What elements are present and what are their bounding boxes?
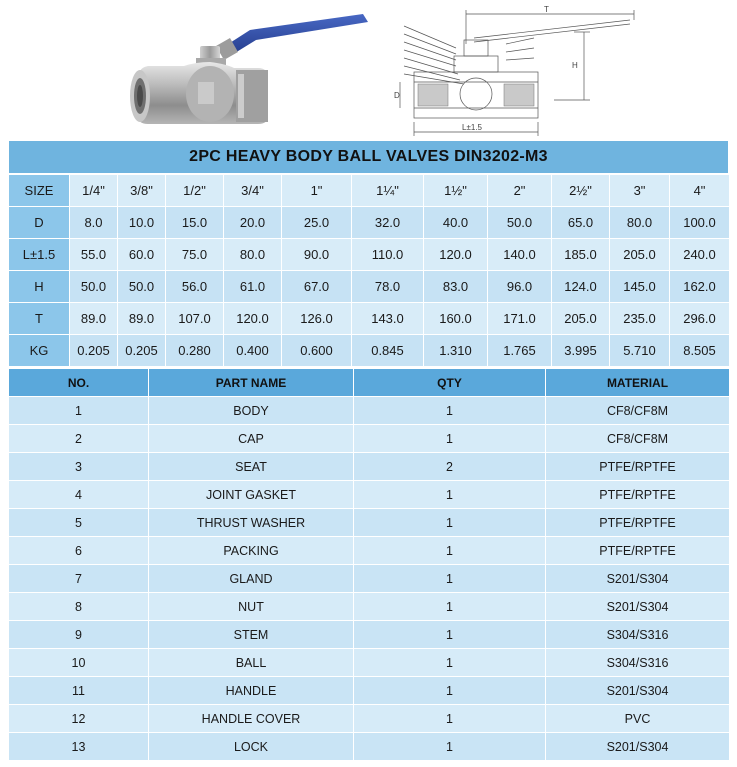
part-no: 7	[9, 565, 149, 593]
spec-cell: 0.280	[166, 335, 224, 367]
part-material: PVC	[546, 705, 730, 733]
part-name: BALL	[149, 649, 354, 677]
product-header	[0, 0, 737, 138]
part-material: S201/S304	[546, 593, 730, 621]
spec-cell: 205.0	[552, 303, 610, 335]
table-row	[9, 565, 730, 593]
table-row	[9, 677, 730, 705]
spec-cell: 8.0	[70, 207, 118, 239]
spec-cell: 96.0	[488, 271, 552, 303]
spec-cell: 1½"	[424, 175, 488, 207]
ball-valve-photo	[118, 8, 376, 136]
row-label: SIZE	[9, 175, 70, 207]
dim-label-h: H	[572, 61, 578, 70]
spec-cell: 124.0	[552, 271, 610, 303]
spec-cell: 145.0	[610, 271, 670, 303]
spec-cell: 100.0	[670, 207, 730, 239]
spec-cell: 110.0	[352, 239, 424, 271]
part-name: HANDLE COVER	[149, 705, 354, 733]
spec-cell: 205.0	[610, 239, 670, 271]
part-name: JOINT GASKET	[149, 481, 354, 509]
spec-cell: 67.0	[282, 271, 352, 303]
part-material: S201/S304	[546, 677, 730, 705]
spec-row-d	[9, 207, 730, 239]
part-qty: 2	[354, 453, 546, 481]
table-row	[9, 649, 730, 677]
dim-label-t: T	[544, 5, 549, 14]
table-row	[9, 481, 730, 509]
parts-table-header	[9, 369, 730, 397]
part-name: STEM	[149, 621, 354, 649]
spec-cell: 32.0	[352, 207, 424, 239]
spec-cell: 0.205	[70, 335, 118, 367]
part-qty: 1	[354, 537, 546, 565]
part-no: 10	[9, 649, 149, 677]
spec-cell: 50.0	[118, 271, 166, 303]
part-material: CF8/CF8M	[546, 397, 730, 425]
part-no: 3	[9, 453, 149, 481]
part-qty: 1	[354, 621, 546, 649]
part-qty: 1	[354, 705, 546, 733]
dimension-table-body	[9, 175, 730, 367]
part-name: HANDLE	[149, 677, 354, 705]
part-qty: 1	[354, 481, 546, 509]
header-row	[9, 369, 730, 397]
spec-cell: 143.0	[352, 303, 424, 335]
part-material: PTFE/RPTFE	[546, 453, 730, 481]
spec-cell: 25.0	[282, 207, 352, 239]
spec-cell: 1/2"	[166, 175, 224, 207]
spec-row-kg	[9, 335, 730, 367]
column-header-no: NO.	[9, 369, 149, 397]
part-material: S304/S316	[546, 649, 730, 677]
parts-table	[8, 368, 730, 761]
spec-cell: 80.0	[224, 239, 282, 271]
dimension-drawing	[394, 4, 644, 140]
table-row	[9, 509, 730, 537]
parts-table-body	[9, 397, 730, 761]
spec-cell: 20.0	[224, 207, 282, 239]
dim-label-l: L±1.5	[462, 123, 482, 132]
part-no: 8	[9, 593, 149, 621]
spec-cell: 50.0	[70, 271, 118, 303]
spec-cell: 3.995	[552, 335, 610, 367]
column-header-part-name: PART NAME	[149, 369, 354, 397]
part-material: PTFE/RPTFE	[546, 537, 730, 565]
column-header-qty: QTY	[354, 369, 546, 397]
part-material: S304/S316	[546, 621, 730, 649]
spec-cell: 50.0	[488, 207, 552, 239]
part-name: BODY	[149, 397, 354, 425]
spec-cell: 126.0	[282, 303, 352, 335]
spec-row-t	[9, 303, 730, 335]
part-qty: 1	[354, 565, 546, 593]
part-qty: 1	[354, 649, 546, 677]
table-row	[9, 397, 730, 425]
table-row	[9, 705, 730, 733]
row-label: L±1.5	[9, 239, 70, 271]
spec-cell: 4"	[670, 175, 730, 207]
page-title: 2PC HEAVY BODY BALL VALVES DIN3202-M3	[8, 140, 729, 174]
spec-row-size	[9, 175, 730, 207]
spec-cell: 235.0	[610, 303, 670, 335]
spec-cell: 60.0	[118, 239, 166, 271]
spec-cell: 90.0	[282, 239, 352, 271]
spec-cell: 1"	[282, 175, 352, 207]
part-no: 13	[9, 733, 149, 761]
part-qty: 1	[354, 425, 546, 453]
part-material: S201/S304	[546, 565, 730, 593]
column-header-material: MATERIAL	[546, 369, 730, 397]
spec-cell: 65.0	[552, 207, 610, 239]
table-row	[9, 537, 730, 565]
table-row	[9, 425, 730, 453]
part-name: NUT	[149, 593, 354, 621]
part-no: 6	[9, 537, 149, 565]
spec-cell: 162.0	[670, 271, 730, 303]
spec-cell: 1¼"	[352, 175, 424, 207]
row-label: T	[9, 303, 70, 335]
spec-row-h	[9, 271, 730, 303]
spec-cell: 89.0	[118, 303, 166, 335]
spec-cell: 0.205	[118, 335, 166, 367]
spec-cell: 0.400	[224, 335, 282, 367]
part-qty: 1	[354, 397, 546, 425]
row-label: H	[9, 271, 70, 303]
spec-cell: 61.0	[224, 271, 282, 303]
table-row	[9, 453, 730, 481]
spec-cell: 160.0	[424, 303, 488, 335]
row-label: KG	[9, 335, 70, 367]
spec-cell: 2½"	[552, 175, 610, 207]
spec-cell: 78.0	[352, 271, 424, 303]
dimension-table	[8, 174, 730, 367]
table-row	[9, 621, 730, 649]
part-name: CAP	[149, 425, 354, 453]
spec-cell: 296.0	[670, 303, 730, 335]
part-no: 12	[9, 705, 149, 733]
table-row	[9, 733, 730, 761]
spec-cell: 80.0	[610, 207, 670, 239]
spec-cell: 2"	[488, 175, 552, 207]
part-no: 2	[9, 425, 149, 453]
part-name: SEAT	[149, 453, 354, 481]
spec-cell: 75.0	[166, 239, 224, 271]
part-qty: 1	[354, 509, 546, 537]
spec-cell: 0.845	[352, 335, 424, 367]
part-material: PTFE/RPTFE	[546, 509, 730, 537]
spec-cell: 89.0	[70, 303, 118, 335]
spec-cell: 120.0	[224, 303, 282, 335]
part-material: PTFE/RPTFE	[546, 481, 730, 509]
spec-row-l	[9, 239, 730, 271]
part-no: 11	[9, 677, 149, 705]
spec-cell: 55.0	[70, 239, 118, 271]
spec-cell: 120.0	[424, 239, 488, 271]
part-material: S201/S304	[546, 733, 730, 761]
part-name: PACKING	[149, 537, 354, 565]
spec-cell: 240.0	[670, 239, 730, 271]
spec-cell: 15.0	[166, 207, 224, 239]
part-name: GLAND	[149, 565, 354, 593]
part-no: 5	[9, 509, 149, 537]
spec-cell: 1.310	[424, 335, 488, 367]
table-row	[9, 593, 730, 621]
part-qty: 1	[354, 733, 546, 761]
row-label: D	[9, 207, 70, 239]
spec-cell: 5.710	[610, 335, 670, 367]
part-no: 4	[9, 481, 149, 509]
spec-cell: 140.0	[488, 239, 552, 271]
part-qty: 1	[354, 677, 546, 705]
spec-cell: 0.600	[282, 335, 352, 367]
spec-cell: 56.0	[166, 271, 224, 303]
spec-cell: 8.505	[670, 335, 730, 367]
spec-cell: 10.0	[118, 207, 166, 239]
part-no: 1	[9, 397, 149, 425]
spec-cell: 3/8"	[118, 175, 166, 207]
part-name: THRUST WASHER	[149, 509, 354, 537]
spec-cell: 107.0	[166, 303, 224, 335]
spec-cell: 1.765	[488, 335, 552, 367]
spec-cell: 1/4"	[70, 175, 118, 207]
spec-cell: 3/4"	[224, 175, 282, 207]
spec-cell: 171.0	[488, 303, 552, 335]
dim-label-d: D	[394, 91, 400, 100]
spec-cell: 185.0	[552, 239, 610, 271]
part-name: LOCK	[149, 733, 354, 761]
part-material: CF8/CF8M	[546, 425, 730, 453]
part-qty: 1	[354, 593, 546, 621]
spec-cell: 3"	[610, 175, 670, 207]
spec-cell: 83.0	[424, 271, 488, 303]
part-no: 9	[9, 621, 149, 649]
spec-cell: 40.0	[424, 207, 488, 239]
